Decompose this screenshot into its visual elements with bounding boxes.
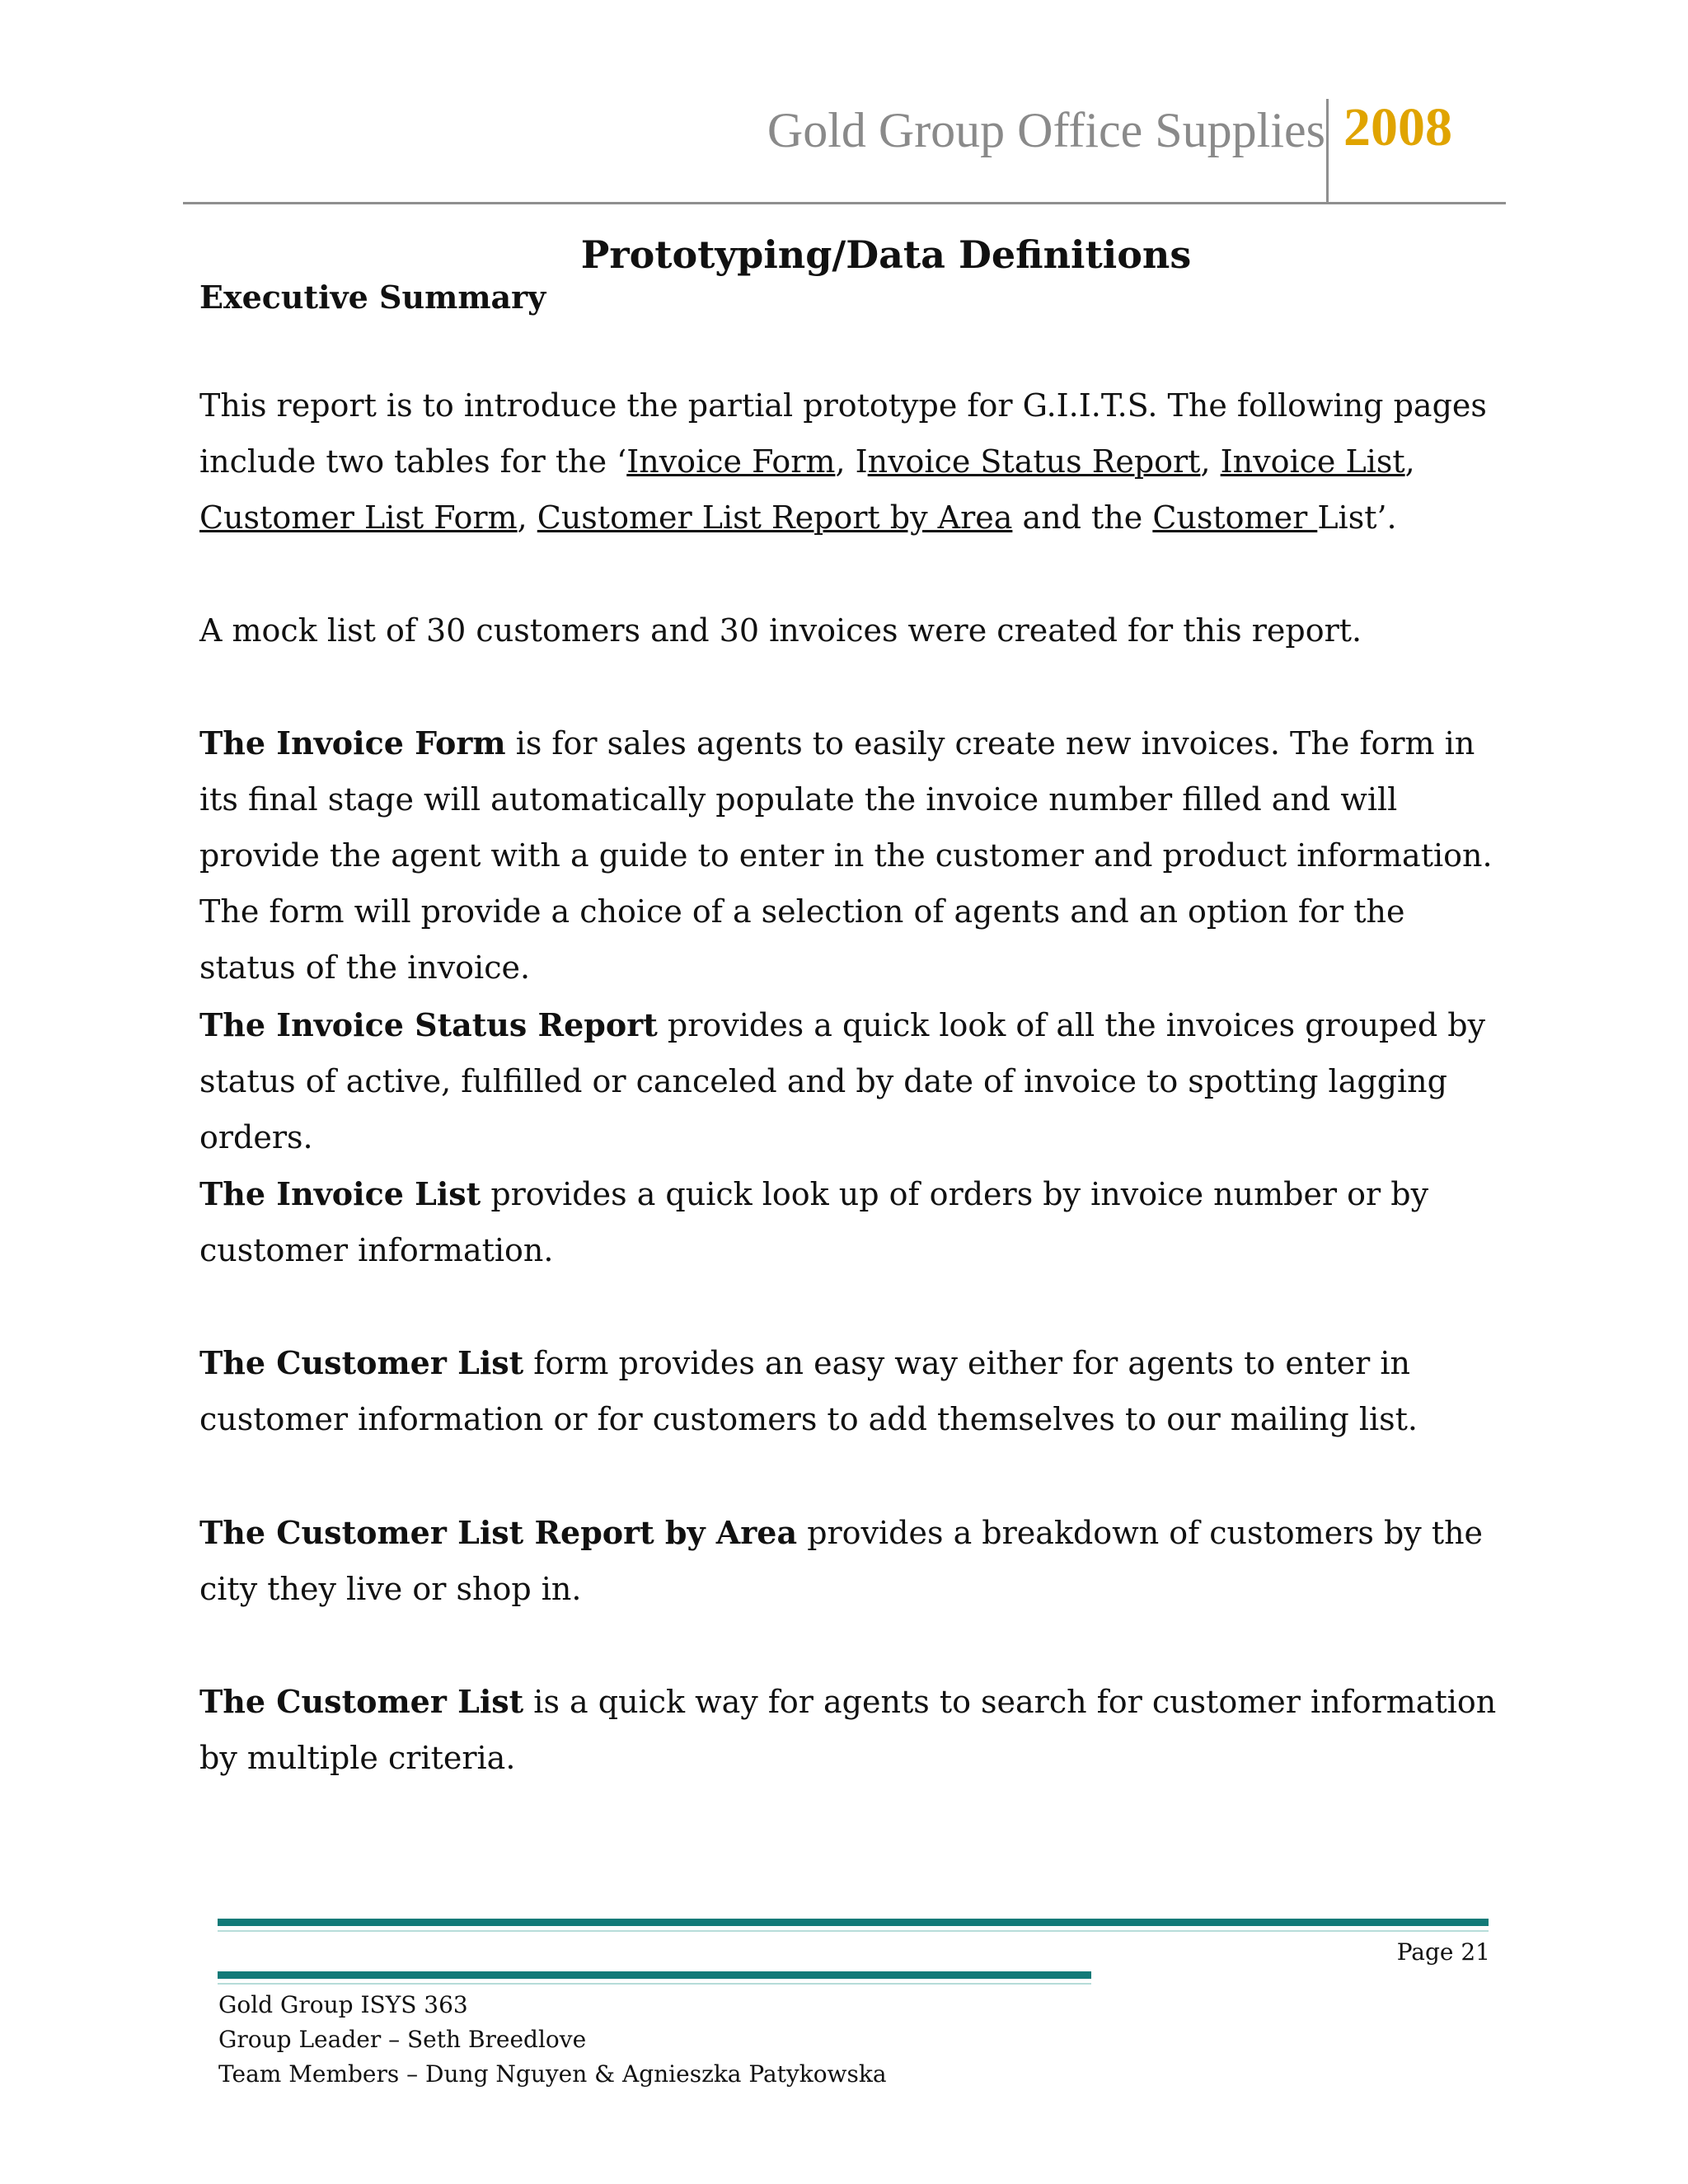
term-customer-list: The Customer List [199,1683,524,1720]
link-customer-list[interactable]: Customer [1152,499,1318,536]
header-rule [183,202,1506,204]
footer-bar-long [218,1919,1489,1926]
footer-credits [218,1988,887,2092]
footer-bar-short [218,1971,1091,1979]
term-invoice-list: The Invoice List [199,1175,481,1212]
header-year: 2008 [1343,97,1452,157]
link-invoice-list[interactable]: Invoice List [1220,443,1405,480]
footer-team-members: Team Members – Dung Nguyen & Agnieszka Patykowska [218,2060,887,2088]
customer-list-report-paragraph: The Customer List Report by Area provides a breakdown of customers by the city they live or shop in. [199,1514,1484,1607]
header-vertical-divider [1326,99,1329,204]
footer-bar-short-underline [218,1983,1091,1985]
mock-data-paragraph: A mock list of 30 customers and 30 invoices were created for this report. [199,612,1362,649]
invoice-form-paragraph: The Invoice Form is for sales agents to easily create new invoices. The form in its final stage will automatically populate the invoice number filled and will provide the agent with a guide to enter in the customer and product information. The form will provide a choice of a selection of agents and an option for the status of the invoice. [199,724,1493,986]
customer-list-form-paragraph: The Customer List form provides an easy way either for agents to enter in customer information or for customers to add themselves to our mailing list. [199,1344,1418,1437]
invoice-list-paragraph: The Invoice List provides a quick look up of orders by invoice number or by customer information. [199,1175,1429,1268]
term-invoice-status-report: The Invoice Status Report [199,1006,658,1043]
footer-group-leader: Group Leader – Seth Breedlove [218,2026,587,2053]
footer-bar-long-underline [218,1930,1489,1932]
link-invoice-form[interactable]: Invoice Form [626,443,836,480]
link-customer-list-form[interactable]: Customer List Form [199,499,518,536]
intro-paragraph: This report is to introduce the partial prototype for G.I.I.T.S. The following pages include two tables for the ‘Invoice Form, Invoice Status Report, Invoice List, Customer List Form, Customer List Report by Area and the Customer List’. [199,387,1487,536]
customer-list-paragraph: The Customer List is a quick way for agents to search for customer information by multiple criteria. [199,1683,1497,1776]
link-customer-list-report-by-area[interactable]: Customer List Report by Area [537,499,1013,536]
link-invoice-status-report[interactable]: nvoice Status Report [867,443,1201,480]
term-customer-list-report-by-area: The Customer List Report by Area [199,1514,798,1551]
section-heading: Executive Summary [199,279,546,316]
page-number: Page 21 [1396,1938,1490,1966]
page-title: Prototyping/Data Definitions [580,232,1192,277]
company-name: Gold Group Office Supplies [767,103,1325,157]
footer-course: Gold Group ISYS 363 [218,1991,468,2018]
term-invoice-form: The Invoice Form [199,724,506,762]
invoice-status-report-paragraph: The Invoice Status Report provides a quick look of all the invoices grouped by status of active, fulfilled or canceled and by date of invoice to spotting lagging orders. [199,1006,1486,1155]
term-customer-list-form: The Customer List [199,1344,524,1381]
